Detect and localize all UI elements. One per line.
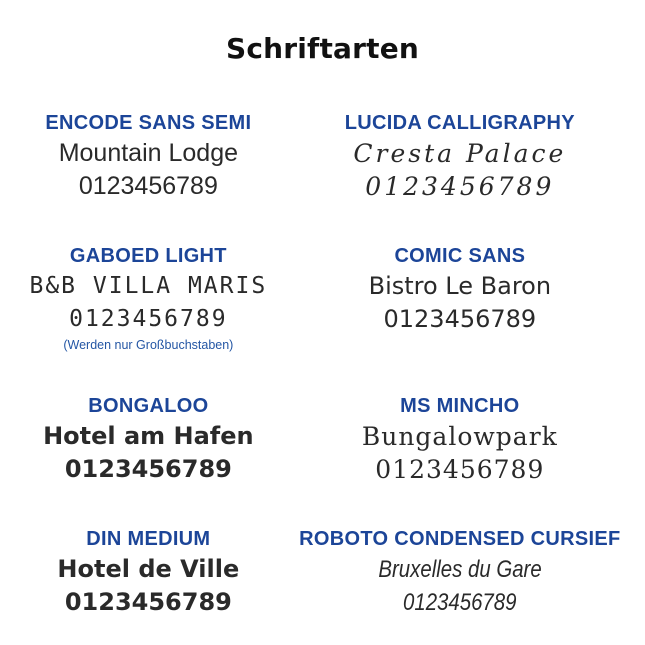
specimen-gaboed-light <box>0 243 297 353</box>
specimen-encode-sans-semi <box>0 110 297 203</box>
specimen-comic-sans <box>297 243 645 353</box>
font-name-label: ENCODE SANS SEMI <box>45 112 252 134</box>
font-sample-digits: 0123456789 <box>403 589 517 616</box>
font-specimen-grid <box>0 110 645 619</box>
font-sample-digits: 0123456789 <box>383 305 537 333</box>
specimen-bongaloo <box>0 393 297 486</box>
font-sample-text: Bistro Le Baron <box>368 272 552 300</box>
font-sample-digits: 0123456789 <box>69 306 228 332</box>
specimen-din-medium <box>0 526 297 619</box>
specimen-ms-mincho <box>297 393 645 486</box>
page-title: Schriftarten <box>225 32 420 65</box>
specimen-roboto-condensed-cursief <box>297 526 645 619</box>
font-sample-digits: 0123456789 <box>64 588 232 616</box>
font-name-label: BONGALOO <box>88 395 209 417</box>
font-name-label: ROBOTO CONDENSED CURSIEF <box>299 528 621 550</box>
font-sample-text: B&B VILLA MARIS <box>29 273 268 299</box>
font-name-label: COMIC SANS <box>394 245 526 267</box>
font-sample-digits: 0123456789 <box>78 172 218 200</box>
font-name-label: DIN MEDIUM <box>86 528 211 550</box>
font-name-label: GABOED LIGHT <box>69 245 227 267</box>
font-sample-digits: 0123456789 <box>64 455 232 483</box>
font-sample-text: Bruxelles du Gare <box>378 556 542 583</box>
font-sample-digits: 0123456789 <box>375 455 545 484</box>
specimen-lucida-calligraphy <box>297 110 645 203</box>
font-name-label: MS MINCHO <box>400 395 520 417</box>
font-sample-text: Hotel de Ville <box>57 555 240 583</box>
font-sample-digits: 0123456789 <box>365 172 555 201</box>
font-sample-text: Hotel am Hafen <box>43 422 254 450</box>
uppercase-only-note: (Werden nur Großbuchstaben) <box>63 338 234 352</box>
font-name-label: LUCIDA CALLIGRAPHY <box>344 112 575 134</box>
font-sample-text: Mountain Lodge <box>58 139 238 167</box>
font-sample-text: Bungalowpark <box>361 422 558 451</box>
font-sample-text: Cresta Palace <box>353 139 567 168</box>
